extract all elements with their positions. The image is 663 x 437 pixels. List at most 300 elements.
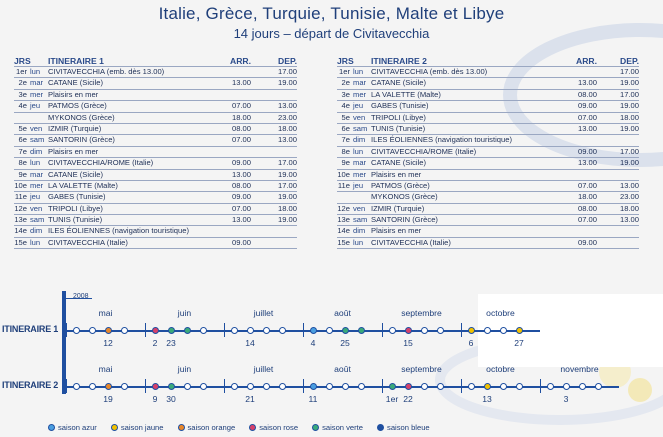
table-row <box>14 147 297 158</box>
itinerary-2-rows <box>337 66 639 249</box>
day-number: 15e <box>337 237 350 247</box>
day-number: 12e <box>14 203 27 213</box>
table-row <box>337 215 639 226</box>
departure-date: 27 <box>514 338 524 348</box>
departure-dot <box>468 383 475 390</box>
weekday: lun <box>30 67 41 76</box>
departure-dot <box>595 383 602 390</box>
departure-dot <box>231 327 238 334</box>
departure-dot <box>184 383 191 390</box>
departure-dot <box>484 383 491 390</box>
departure-dot <box>310 327 317 334</box>
port-name: ILES ÉOLIENNES (navigation touristique) <box>371 135 512 145</box>
table-row <box>14 113 297 124</box>
day-number: 4e <box>341 101 350 111</box>
departure-time: 17.00 <box>619 89 639 99</box>
departure-dot <box>342 327 349 334</box>
month-separator <box>224 379 225 393</box>
table-row <box>14 204 297 215</box>
port-name: PATMOS (Grèce) <box>371 180 430 190</box>
month-separator <box>66 379 67 393</box>
month-name: août <box>334 364 351 374</box>
port-name: Plaisirs en mer <box>371 226 422 236</box>
departure-date: 23 <box>166 338 176 348</box>
table-row <box>14 158 297 169</box>
header-arr: ARR. <box>229 56 251 66</box>
departure-date: 22 <box>403 394 413 404</box>
port-name: GABES (Tunisie) <box>371 101 429 111</box>
month-name: septembre <box>401 308 442 318</box>
legend-item <box>377 423 430 432</box>
departure-dot <box>389 327 396 334</box>
weekday: ven <box>353 203 366 213</box>
departure-time: 13.00 <box>277 135 297 145</box>
departure-dot <box>152 327 159 334</box>
weekday: ven <box>353 112 366 122</box>
table-row <box>14 170 297 181</box>
weekday: mar <box>353 78 367 88</box>
weekday: lun <box>353 67 364 76</box>
port-name: CIVITAVECCHIA (emb. dès 13.00) <box>48 67 165 76</box>
departure-dot <box>89 327 96 334</box>
day-number: 7e <box>341 135 350 145</box>
weekday: jeu <box>353 180 364 190</box>
legend-label: saison verte <box>322 423 364 432</box>
port-name: TUNIS (Tunisie) <box>371 123 426 133</box>
departure-time: 23.00 <box>277 112 297 122</box>
weekday: mer <box>353 89 367 99</box>
day-number: 3e <box>341 89 350 99</box>
departure-dot <box>579 383 586 390</box>
port-name: PATMOS (Grèce) <box>48 101 107 111</box>
departure-dot <box>168 327 175 334</box>
header-dep: DEP. <box>620 56 639 66</box>
month-separator <box>145 379 146 393</box>
departure-dot <box>484 327 491 334</box>
departure-time: 19.00 <box>619 123 639 133</box>
month-name: juin <box>177 308 192 318</box>
day-number: 4e <box>18 101 27 111</box>
table-row <box>337 113 639 124</box>
arrival-time: 13.00 <box>231 78 251 88</box>
departure-date: 14 <box>245 338 255 348</box>
month-separator <box>66 323 67 337</box>
departure-date: 21 <box>245 394 255 404</box>
departure-dot <box>200 383 207 390</box>
departure-date: 2 <box>152 338 158 348</box>
arrival-time: 09.00 <box>577 146 597 156</box>
legend-item <box>249 423 298 432</box>
month-name: mai <box>98 308 113 318</box>
arrival-time: 09.00 <box>231 192 251 202</box>
day-number: 6e <box>18 135 27 145</box>
departure-dot <box>263 383 270 390</box>
port-name: Plaisirs en mer <box>371 169 422 179</box>
port-name: IZMIR (Turquie) <box>371 203 425 213</box>
weekday <box>353 192 371 202</box>
weekday: dim <box>353 135 366 145</box>
weekday <box>30 113 48 123</box>
arrival-time: 09.00 <box>577 101 597 111</box>
month-separator <box>303 379 304 393</box>
departure-dot <box>437 383 444 390</box>
month-name: novembre <box>560 364 599 374</box>
day-number: 2e <box>18 78 27 88</box>
arrival-time: 07.00 <box>231 101 251 111</box>
departure-dot <box>468 327 475 334</box>
arrival-time: 09.00 <box>577 237 597 247</box>
departure-time <box>597 170 639 180</box>
table-row <box>337 181 639 192</box>
arrival-time: 07.00 <box>231 135 251 145</box>
port-name: CIVITAVECCHIA/ROME (Italie) <box>48 158 154 168</box>
table-row <box>337 204 639 215</box>
port-name: CATANE (Sicile) <box>48 169 103 179</box>
table-row <box>337 170 639 181</box>
departure-time: 13.00 <box>619 180 639 190</box>
itinerary-2-timeline-label: ITINERAIRE 2 <box>2 380 59 390</box>
weekday: sam <box>353 123 368 133</box>
departure-dot <box>200 327 207 334</box>
port-name: Plaisirs en mer <box>48 146 99 156</box>
port-name: CIVITAVECCHIA/ROME (Italie) <box>371 146 477 156</box>
arrival-time <box>217 147 251 157</box>
table-row <box>337 90 639 101</box>
departure-dot <box>89 383 96 390</box>
departure-dot <box>247 327 254 334</box>
port-name: CIVITAVECCHIA (emb. dès 13.00) <box>371 67 488 76</box>
table-header <box>14 56 297 66</box>
table-row <box>14 215 297 226</box>
departure-dot <box>389 383 396 390</box>
weekday: lun <box>30 158 41 168</box>
port-name: Plaisirs en mer <box>48 89 99 99</box>
weekday: jeu <box>30 101 41 111</box>
port-name: CIVITAVECCHIA (Italie) <box>48 237 128 247</box>
port-name: CIVITAVECCHIA (Italie) <box>371 237 451 247</box>
departure-date: 11 <box>308 394 318 404</box>
weekday: jeu <box>30 192 41 202</box>
table-row <box>14 78 297 89</box>
arrival-time <box>217 90 251 100</box>
departure-dot <box>279 327 286 334</box>
arrival-time <box>217 67 251 77</box>
departure-dot <box>168 383 175 390</box>
table-row <box>337 192 639 203</box>
header-dep: DEP. <box>278 56 297 66</box>
itinerary-1-timeline-label: ITINERAIRE 1 <box>2 324 59 334</box>
arrival-time: 09.00 <box>231 237 251 247</box>
port-name: CATANE (Sicile) <box>371 158 426 168</box>
table-row <box>14 124 297 135</box>
weekday: dim <box>30 146 43 156</box>
departure-date: 19 <box>103 394 113 404</box>
day-number: 7e <box>18 146 27 156</box>
day-number: 15e <box>14 237 27 247</box>
weekday: lun <box>30 237 41 247</box>
weekday: lun <box>353 146 364 156</box>
arrival-time: 13.00 <box>577 158 597 168</box>
table-row <box>14 238 297 249</box>
departure-date: 12 <box>103 338 113 348</box>
departure-dot <box>358 327 365 334</box>
season-swatch-icon <box>312 424 319 431</box>
port-name: TRIPOLI (Libye) <box>371 112 426 122</box>
departure-date: 4 <box>310 338 316 348</box>
legend-item <box>111 423 164 432</box>
arrival-time: 13.00 <box>577 78 597 88</box>
departure-dot <box>547 383 554 390</box>
departure-time: 19.00 <box>619 158 639 168</box>
departure-dot <box>73 383 80 390</box>
departure-time: 13.00 <box>619 215 639 225</box>
day-number: 5e <box>18 123 27 133</box>
month-separator <box>382 323 383 337</box>
day-number: 5e <box>341 112 350 122</box>
day-number <box>14 113 30 123</box>
arrival-time <box>553 67 597 77</box>
month-name: juillet <box>253 308 274 318</box>
day-number: 13e <box>14 215 27 225</box>
month-name: septembre <box>401 364 442 374</box>
departure-dot <box>310 383 317 390</box>
header-itinerary: ITINERAIRE 2 <box>371 56 427 66</box>
header-jrs: JRS <box>337 56 354 66</box>
month-separator <box>145 323 146 337</box>
port-name: LA VALETTE (Malte) <box>371 89 441 99</box>
departure-dot <box>152 383 159 390</box>
table-row <box>14 101 297 112</box>
month-name: octobre <box>486 308 515 318</box>
season-swatch-icon <box>48 424 55 431</box>
departure-dot <box>279 383 286 390</box>
departure-time: 18.00 <box>277 203 297 213</box>
day-number: 10e <box>337 169 350 179</box>
arrival-time: 13.00 <box>231 215 251 225</box>
arrival-time: 09.00 <box>231 158 251 168</box>
port-name: MYKONOS (Grèce) <box>48 112 115 122</box>
table-row <box>14 181 297 192</box>
departure-time: 19.00 <box>619 78 639 88</box>
table-row <box>337 78 639 89</box>
departure-time: 18.00 <box>277 123 297 133</box>
weekday: mer <box>30 180 44 190</box>
arrival-time <box>553 135 597 145</box>
weekday: ven <box>30 203 43 213</box>
departure-dot <box>247 383 254 390</box>
legend-label: saison orange <box>187 423 236 432</box>
month-separator <box>303 323 304 337</box>
departure-time <box>251 90 297 100</box>
arrival-time: 08.00 <box>577 89 597 99</box>
departure-time: 17.00 <box>277 67 297 76</box>
month-separator <box>224 323 225 337</box>
season-swatch-icon <box>249 424 256 431</box>
departure-time <box>597 238 639 248</box>
arrival-time: 08.00 <box>231 123 251 133</box>
table-row <box>337 147 639 158</box>
departure-time: 19.00 <box>619 101 639 111</box>
departure-time: 19.00 <box>277 169 297 179</box>
departure-date: 6 <box>468 338 474 348</box>
departure-dot <box>263 327 270 334</box>
weekday: ven <box>30 123 43 133</box>
day-number: 12e <box>337 203 350 213</box>
table-row <box>14 226 297 237</box>
month-separator <box>461 379 462 393</box>
arrival-time: 07.00 <box>577 180 597 190</box>
departure-time: 17.00 <box>277 180 297 190</box>
legend-item <box>48 423 97 432</box>
weekday: dim <box>30 226 43 236</box>
weekday: mer <box>30 89 44 99</box>
table-row <box>14 90 297 101</box>
legend-label: saison rose <box>259 423 299 432</box>
departure-dot <box>405 327 412 334</box>
departure-dot <box>500 383 507 390</box>
departure-time: 19.00 <box>277 192 297 202</box>
departure-dot <box>105 383 112 390</box>
port-name: MYKONOS (Grèce) <box>371 192 438 202</box>
arrival-time: 13.00 <box>231 169 251 179</box>
month-name: juillet <box>253 364 274 374</box>
departure-dot <box>326 327 333 334</box>
departure-date: 9 <box>152 394 158 404</box>
arrival-time: 07.00 <box>577 215 597 225</box>
arrival-time: 07.00 <box>231 203 251 213</box>
table-row <box>14 66 297 78</box>
departure-dot <box>342 383 349 390</box>
departure-date: 15 <box>403 338 413 348</box>
port-name: CATANE (Sicile) <box>371 78 426 88</box>
departure-time: 18.00 <box>619 203 639 213</box>
month-name: juin <box>177 364 192 374</box>
weekday: mar <box>30 169 44 179</box>
table-header <box>337 56 639 66</box>
legend-item <box>178 423 236 432</box>
departure-dot <box>421 327 428 334</box>
departure-dot <box>326 383 333 390</box>
departure-date: 30 <box>166 394 176 404</box>
port-name: CATANE (Sicile) <box>48 78 103 88</box>
table-row <box>337 66 639 78</box>
departure-dot <box>516 327 523 334</box>
departure-dot <box>184 327 191 334</box>
table-row <box>14 192 297 203</box>
departure-time: 19.00 <box>277 78 297 88</box>
table-row <box>337 238 639 249</box>
departure-time <box>251 238 297 248</box>
weekday: sam <box>30 215 45 225</box>
departure-time: 13.00 <box>277 101 297 111</box>
departure-time: 17.00 <box>277 158 297 168</box>
arrival-time: 18.00 <box>231 112 251 122</box>
port-name: TUNIS (Tunisie) <box>48 215 103 225</box>
arrival-time: 08.00 <box>231 180 251 190</box>
arrival-time <box>553 170 597 180</box>
day-number: 9e <box>341 158 350 168</box>
departure-dot <box>121 327 128 334</box>
table-row <box>337 226 639 237</box>
page-title: Italie, Grèce, Turquie, Tunisie, Malte et Libye <box>158 4 505 23</box>
port-name: SANTORIN (Grèce) <box>371 215 438 225</box>
arrival-time: 18.00 <box>577 192 597 202</box>
departure-dot <box>73 327 80 334</box>
itinerary-1-rows <box>14 66 297 249</box>
weekday: sam <box>30 135 45 145</box>
day-number: 3e <box>18 89 27 99</box>
port-name: SANTORIN (Grèce) <box>48 135 115 145</box>
arrival-time: 13.00 <box>577 123 597 133</box>
departure-time <box>597 226 639 236</box>
weekday: mar <box>30 78 44 88</box>
weekday: mer <box>353 169 367 179</box>
departure-time: 23.00 <box>619 192 639 202</box>
departure-dot <box>405 383 412 390</box>
legend-label: saison azur <box>58 423 97 432</box>
month-separator <box>461 323 462 337</box>
itinerary-1-table <box>14 56 297 249</box>
table-row <box>337 158 639 169</box>
month-name: mai <box>98 364 113 374</box>
day-number: 11e <box>14 192 27 202</box>
port-name: IZMIR (Turquie) <box>48 123 102 133</box>
header-itinerary: ITINERAIRE 1 <box>48 56 104 66</box>
departure-dot <box>437 327 444 334</box>
itinerary-2-table <box>337 56 639 249</box>
day-number <box>337 192 353 202</box>
season-swatch-icon <box>178 424 185 431</box>
header-arr: ARR. <box>575 56 597 66</box>
arrival-time <box>217 226 251 236</box>
season-swatch-icon <box>377 424 384 431</box>
departure-date: 25 <box>340 338 350 348</box>
departure-date: 3 <box>563 394 569 404</box>
table-row <box>14 135 297 146</box>
season-swatch-icon <box>111 424 118 431</box>
departure-dot <box>563 383 570 390</box>
arrival-time <box>553 226 597 236</box>
port-name: GABES (Tunisie) <box>48 192 106 202</box>
departure-dot <box>516 383 523 390</box>
day-number: 6e <box>341 123 350 133</box>
weekday: lun <box>353 237 364 247</box>
departure-time <box>597 135 639 145</box>
legend-label: saison jaune <box>120 423 164 432</box>
legend-label: saison bleue <box>387 423 430 432</box>
day-number: 14e <box>14 226 27 236</box>
departure-time <box>251 147 297 157</box>
departure-dot <box>121 383 128 390</box>
year-label: 2008 <box>73 293 89 300</box>
day-number: 10e <box>14 180 27 190</box>
weekday: jeu <box>353 101 364 111</box>
table-row <box>337 101 639 112</box>
day-number: 1er <box>339 67 350 76</box>
departure-time: 19.00 <box>277 215 297 225</box>
header-jrs: JRS <box>14 56 31 66</box>
departure-time: 17.00 <box>619 146 639 156</box>
departure-dot <box>421 383 428 390</box>
day-number: 9e <box>18 169 27 179</box>
departure-time: 17.00 <box>619 67 639 76</box>
table-row <box>337 124 639 135</box>
departure-dot <box>105 327 112 334</box>
port-name: TRIPOLI (Libye) <box>48 203 103 213</box>
departure-date: 13 <box>482 394 492 404</box>
day-number: 2e <box>341 78 350 88</box>
legend-item <box>312 423 363 432</box>
